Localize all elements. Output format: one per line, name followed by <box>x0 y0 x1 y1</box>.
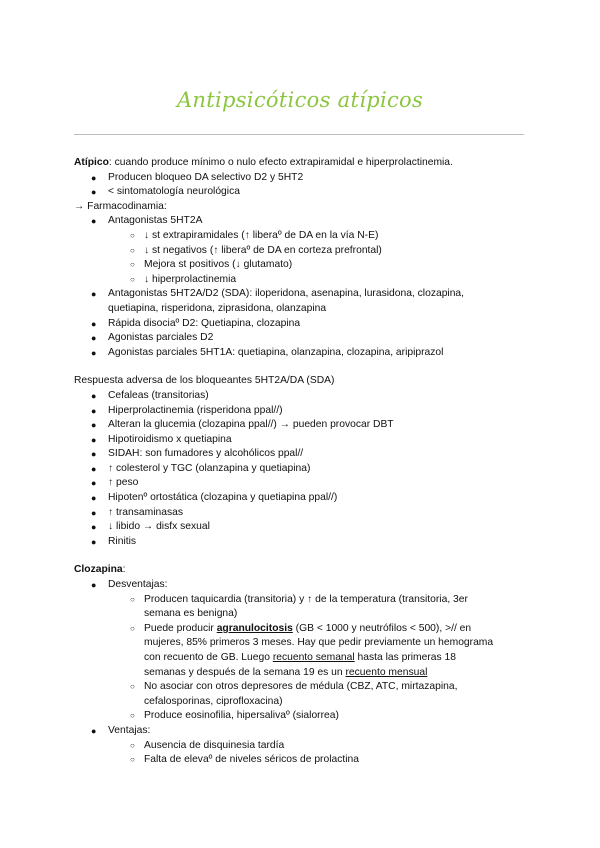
sub-list-item-continuation: mujeres, 85% primeros 3 meses. Hay que pedir previamente un hemograma <box>144 637 494 649</box>
list-item: ● Alteran la glucemia (clozapina ppal//) → pueden provocar DBT <box>74 418 544 433</box>
bullet-icon: ● <box>91 289 97 300</box>
bullet-icon: ● <box>91 318 97 329</box>
bullet-icon: ● <box>91 216 97 227</box>
recuento-semanal-text: recuento semanal <box>272 652 355 663</box>
list-item: ● Antagonistas 5HT2A/D2 (SDA): iloperidona, asenapina, lurasidona, clozapina, <box>74 287 544 302</box>
bullet-icon: ● <box>91 172 97 183</box>
bullet-icon: ● <box>91 725 97 736</box>
sub-list-item-continuation: cefalosporinas, ciprofloxacina) <box>144 695 283 707</box>
section-heading-clozapina: Clozapina: <box>74 564 126 576</box>
list-item: ● < sintomatología neurológica <box>74 185 544 200</box>
circle-bullet-icon: ○ <box>130 711 135 721</box>
bullet-icon: ● <box>91 536 97 547</box>
clozapina-term: Clozapina <box>74 564 123 576</box>
sub-list-item: ○ ↓ st extrapiramidales (↑ liberaº de DA en la vía N-E) <box>74 229 544 244</box>
bullet-icon: ● <box>91 463 97 474</box>
agranulocitosis-term: agranulocitosis <box>216 622 293 634</box>
list-item: ● SIDAH: son fumadores y alcohólicos ppal// <box>74 447 544 462</box>
circle-bullet-icon: ○ <box>130 260 135 270</box>
document-body <box>74 156 544 768</box>
sub-list-item: ○ Producen taquicardia (transitoria) y ↑ de la temperatura (transitoria, 3er <box>74 593 544 608</box>
list-item: ● Agonistas parciales D2 <box>74 331 544 346</box>
circle-bullet-icon: ○ <box>130 682 135 692</box>
bullet-icon: ● <box>91 347 97 358</box>
sub-list-item: ○ Produce eosinofilia, hipersalivaº (sialorrea) <box>74 709 544 724</box>
sub-list-item: ○ Mejora st positivos (↓ glutamato) <box>74 258 544 273</box>
page-title: Antipsicóticos atípicos <box>176 88 424 112</box>
list-item: ● Hipotiroidismo x quetiapina <box>74 433 544 448</box>
bullet-icon: ● <box>91 187 97 198</box>
definition-line <box>74 156 544 171</box>
bullet-icon: ● <box>91 449 97 460</box>
list-item: ● Antagonistas 5HT2A <box>74 214 544 229</box>
definition-text: : cuando produce mínimo o nulo efecto extrapiramidal e hiperprolactinemia. <box>108 157 453 168</box>
circle-bullet-icon: ○ <box>130 594 135 604</box>
sub-list-item-continuation: con recuento de GB. Luego recuento semanal hasta las primeras 18 <box>144 652 456 663</box>
bullet-icon: ● <box>91 434 97 445</box>
bullet-icon: ● <box>91 522 97 533</box>
bullet-icon: ● <box>91 493 97 504</box>
sub-list-item: ○ ↓ st negativos (↑ liberaº de DA en corteza prefrontal) <box>74 244 544 259</box>
circle-bullet-icon: ○ <box>130 274 135 284</box>
list-item: ● Ventajas: <box>74 724 544 739</box>
sub-list-item: ○ Puede producir agranulocitosis (GB < 1000 y neutrófilos < 500), >// en <box>74 622 544 637</box>
bullet-icon: ● <box>91 507 97 518</box>
list-item: ● ↑ peso <box>74 476 544 491</box>
list-item: ● Rinitis <box>74 535 544 550</box>
bullet-icon: ● <box>91 478 97 489</box>
sub-list-item: ○ ↓ hiperprolactinemia <box>74 273 544 288</box>
list-item: ● ↑ transaminasas <box>74 506 544 521</box>
list-item-continuation: quetiapina, risperidona, ziprasidona, olanzapina <box>108 302 327 314</box>
section-heading-adversa: Respuesta adversa de los bloqueantes 5HT2A/DA (SDA) <box>74 375 335 387</box>
bullet-icon: ● <box>91 333 97 344</box>
list-item: ● ↑ colesterol y TGC (olanzapina y quetiapina) <box>74 462 544 477</box>
circle-bullet-icon: ○ <box>130 230 135 240</box>
bullet-icon: ● <box>91 420 97 431</box>
list-item: ● Agonistas parciales 5HT1A: quetiapina, olanzapina, clozapina, aripiprazol <box>74 346 544 361</box>
list-item: ● Rápida disociaº D2: Quetiapina, clozapina <box>74 317 544 332</box>
circle-bullet-icon: ○ <box>130 755 135 765</box>
circle-bullet-icon: ○ <box>130 740 135 750</box>
sub-list-item-continuation: semanas y después de la semana 19 es un recuento mensual <box>144 666 428 678</box>
title-divider <box>74 134 524 135</box>
section-heading-farmacodinamia: → Farmacodinamia: <box>74 200 167 212</box>
definition-term: Atípico <box>74 157 109 168</box>
list-item: ● Producen bloqueo DA selectivo D2 y 5HT2 <box>74 171 544 186</box>
sub-list-item: ○ Ausencia de disquinesia tardía <box>74 739 544 754</box>
bullet-icon: ● <box>91 405 97 416</box>
recuento-mensual-text: recuento mensual <box>345 666 428 678</box>
list-item: ● Desventajas: <box>74 578 544 593</box>
sub-list-item: ○ No asociar con otros depresores de médula (CBZ, ATC, mirtazapina, <box>74 680 544 695</box>
sub-list-item-continuation: semana es benigna) <box>144 608 238 620</box>
list-item: ● ↓ libido → disfx sexual <box>74 520 544 535</box>
circle-bullet-icon: ○ <box>130 623 135 633</box>
list-item: ● Hiperprolactinemia (risperidona ppal//) <box>74 404 544 419</box>
list-item: ● Cefaleas (transitorias) <box>74 389 544 404</box>
sub-list-item: ○ Falta de elevaº de niveles séricos de prolactina <box>74 753 544 768</box>
bullet-icon: ● <box>91 390 97 401</box>
bullet-icon: ● <box>91 580 97 591</box>
list-item: ● Hipotenº ortostática (clozapina y quetiapina ppal//) <box>74 491 544 506</box>
circle-bullet-icon: ○ <box>130 245 135 255</box>
